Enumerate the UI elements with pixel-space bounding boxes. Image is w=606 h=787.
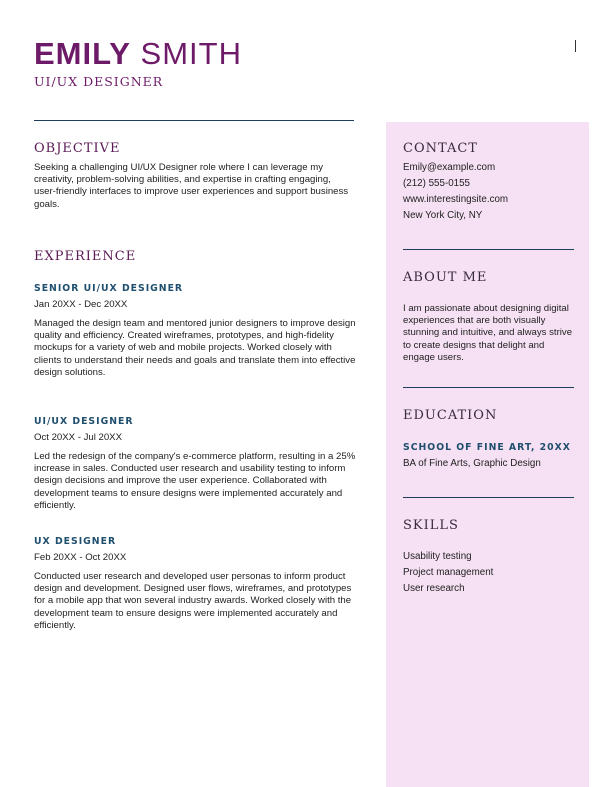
- about-text: I am passionate about designing digital experiences that are both visually stunning and intuitive, and always strive to create designs that delight and engage users.: [403, 303, 573, 363]
- education-heading: EDUCATION: [403, 408, 498, 423]
- objective-text: Seeking a challenging UI/UX Designer role where I can leverage my creativity, problem-solving abilities, and expertise in crafting engaging, user-friendly interfaces to improve user experiences and support business goals.: [34, 162, 349, 210]
- job-1-dates: Jan 20XX - Dec 20XX: [34, 299, 128, 310]
- contact-location: New York City, NY: [403, 210, 483, 221]
- skill-item: Usability testing: [403, 551, 472, 562]
- contact-phone: (212) 555-0155: [403, 178, 470, 189]
- contact-website[interactable]: www.interestingsite.com: [403, 194, 509, 205]
- contact-email[interactable]: Emily@example.com: [403, 162, 496, 173]
- skill-item: Project management: [403, 567, 494, 578]
- last-name: SMITH: [140, 36, 242, 71]
- job-2-title: UI/UX DESIGNER: [34, 416, 134, 427]
- text-cursor: [575, 40, 576, 52]
- skill-item: User research: [403, 583, 465, 594]
- education-degree: BA of Fine Arts, Graphic Design: [403, 458, 541, 469]
- job-2-dates: Oct 20XX - Jul 20XX: [34, 432, 122, 443]
- objective-heading: OBJECTIVE: [34, 141, 121, 156]
- first-name: EMILY: [34, 36, 131, 71]
- skills-heading: SKILLS: [403, 518, 459, 533]
- contact-heading: CONTACT: [403, 141, 478, 156]
- candidate-name: [34, 38, 242, 69]
- sidebar-divider-2: [403, 387, 574, 388]
- header-divider: [34, 120, 354, 121]
- experience-heading: EXPERIENCE: [34, 249, 137, 264]
- education-school: SCHOOL OF FINE ART, 20XX: [403, 442, 571, 453]
- sidebar-divider-1: [403, 249, 574, 250]
- about-heading: ABOUT ME: [403, 270, 488, 285]
- job-3-title: UX DESIGNER: [34, 536, 117, 547]
- job-3-description: Conducted user research and developed user personas to inform product design and development. Designed user flows, wireframes, and prototypes for a mobile app that won several industry awards. Worked closely with the development team to ensure designs were implemented accurately and efficiently.: [34, 571, 352, 631]
- job-1-title: SENIOR UI/UX DESIGNER: [34, 283, 184, 294]
- sidebar-divider-3: [403, 497, 574, 498]
- job-2-description: Led the redesign of the company's e-commerce platform, resulting in a 25% increase in sales. Conducted user research and usability testing to inform design decisions and improve the user experience. Collaborated with development teams to ensure designs were implemented accurately and efficiently.: [34, 451, 356, 511]
- job-3-dates: Feb 20XX - Oct 20XX: [34, 552, 127, 563]
- job-title-header: UI/UX DESIGNER: [34, 74, 164, 89]
- job-1-description: Managed the design team and mentored junior designers to improve design quality and efficiency. Created wireframes, prototypes, and high-fidelity mockups for a variety of web and mobile projects. Worked closely with clients to understand their needs and goals and translate them into effective design solutions.: [34, 318, 356, 378]
